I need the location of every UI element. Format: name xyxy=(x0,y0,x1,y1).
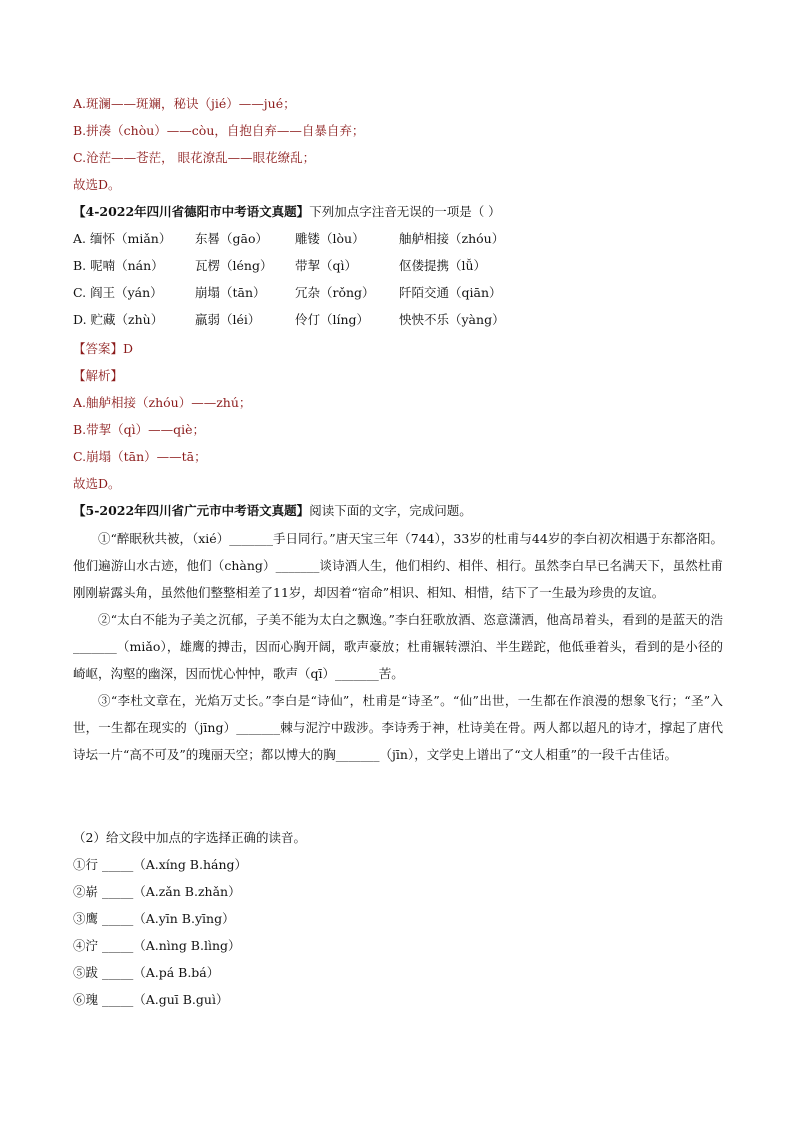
prev-analysis-line-b: B.拼凑（chòu）——còu，自抱自弃——自暴自弃； xyxy=(73,123,365,138)
question-5-item-4: ④泞 _____（A.nìng B.lìng） xyxy=(73,938,241,953)
question-4-analysis-b: B.带挈（qì）——qiè； xyxy=(73,422,206,437)
question-5-stem: 阅读下面的文字，完成问题。 xyxy=(309,503,472,518)
option-d-item-4: 怏怏不乐（yàng） xyxy=(399,312,505,327)
question-5-tag: 【5-2022年四川省广元市中考语文真题】 xyxy=(73,503,310,518)
question-5-passage xyxy=(73,525,723,768)
passage-paragraph-3: ③“李杜文章在，光焰万丈长。”李白是“诗仙”，杜甫是“诗圣”。“仙”出世，一生都在作浪漫的想象飞行；“圣”入世，一生都在现实的（jīng）_______棘与泥泞中跋涉。李诗秀于神，杜诗美在骨。两人都以超凡的诗才，撑起了唐代诗坛一片“高不可及”的瑰丽天空；都以博大的胸_______（jīn），文学史上谱出了“文人相重”的一段千古佳话。 xyxy=(73,693,723,762)
question-4-option-b xyxy=(73,257,486,275)
option-b-item-1: B. 呢喃（nán） xyxy=(73,258,164,273)
prev-analysis-line-c: C.沧茫——苍茫， 眼花潦乱——眼花缭乱； xyxy=(73,150,316,165)
option-c-item-3: 冗杂（rǒng） xyxy=(295,285,375,300)
question-4-heading xyxy=(73,203,501,221)
option-b-item-4: 伛偻提携（lǚ） xyxy=(399,258,487,273)
question-5-item-5: ⑤跋 _____（A.pá B.bá） xyxy=(73,965,220,980)
option-a-item-1: A. 缅怀（miǎn） xyxy=(73,231,172,246)
option-b-item-3: 带挈（qì） xyxy=(295,258,357,273)
question-5-item-1: ①行 _____（A.xíng B.háng） xyxy=(73,857,248,872)
option-c-item-4: 阡陌交通（qiān） xyxy=(399,285,502,300)
option-d-item-2: 羸弱（léi） xyxy=(195,312,261,327)
question-4-stem: 下列加点字注音无误的一项是（ ） xyxy=(309,204,501,219)
question-4-tag: 【4-2022年四川省德阳市中考语文真题】 xyxy=(73,204,310,219)
option-d-item-3: 伶仃（líng） xyxy=(295,312,370,327)
prev-analysis-line-a: A.斑澜——斑斓，秘诀（jié）——jué； xyxy=(73,96,296,111)
question-4-answer: 【答案】D xyxy=(73,341,134,356)
question-4-analysis-c: C.崩塌（tān）——tā； xyxy=(73,449,207,464)
question-4-option-c xyxy=(73,284,502,302)
option-a-item-4: 舳舻相接（zhóu） xyxy=(399,231,505,246)
question-4-conclusion: 故选D。 xyxy=(73,476,121,491)
option-b-item-2: 瓦楞（léng） xyxy=(195,258,273,273)
question-5-sub-question: （2）给文段中加点的字选择正确的读音。 xyxy=(73,830,306,845)
question-4-option-d xyxy=(73,311,505,329)
option-c-item-2: 崩塌（tān） xyxy=(195,285,266,300)
option-a-item-3: 雕镂（lòu） xyxy=(295,231,365,246)
prev-conclusion: 故选D。 xyxy=(73,177,121,192)
option-d-item-1: D. 贮藏（zhù） xyxy=(73,312,164,327)
passage-paragraph-2: ②“太白不能为子美之沉郁，子美不能为太白之飘逸。”李白狂歌放酒、恣意潇洒，他高昂着头，看到的是蓝天的浩_______（miǎo），雄鹰的搏击，因而心胸开阔，歌声豪放；杜甫辗转漂泊、半生蹉跎，他低垂着头，看到的是小径的崎岖，沟壑的幽深，因而忧心忡忡，歌声（qī）_______苦。 xyxy=(73,612,723,681)
option-c-item-1: C. 阎王（yán） xyxy=(73,285,163,300)
question-5-item-3: ③鹰 _____（A.yīn B.yīng） xyxy=(73,911,235,926)
question-4-option-a xyxy=(73,230,504,248)
question-5-item-2: ②崭 _____（A.zǎn B.zhǎn） xyxy=(73,884,241,899)
option-a-item-2: 东晷（gāo） xyxy=(195,231,268,246)
question-5-item-6: ⑥瑰 _____（A.guī B.guì） xyxy=(73,992,229,1007)
question-5-heading xyxy=(73,502,472,520)
question-4-analysis-label: 【解析】 xyxy=(73,368,124,383)
question-4-analysis-a: A.舳舻相接（zhóu）——zhú； xyxy=(73,395,252,410)
passage-paragraph-1: ①“醉眠秋共被，（xié）_______手日同行。”唐天宝三年（744），33岁的杜甫与44岁的李白初次相遇于东都洛阳。他们遍游山水古迹，他们（chàng）_______谈诗酒人生，他们相约、相伴、相行。虽然李白早已名满天下，虽然杜甫刚刚崭露头角，虽然他们整整相差了11岁，却因着“宿命”相识、相知、相惜，结下了一生最为珍贵的友谊。 xyxy=(73,531,723,600)
